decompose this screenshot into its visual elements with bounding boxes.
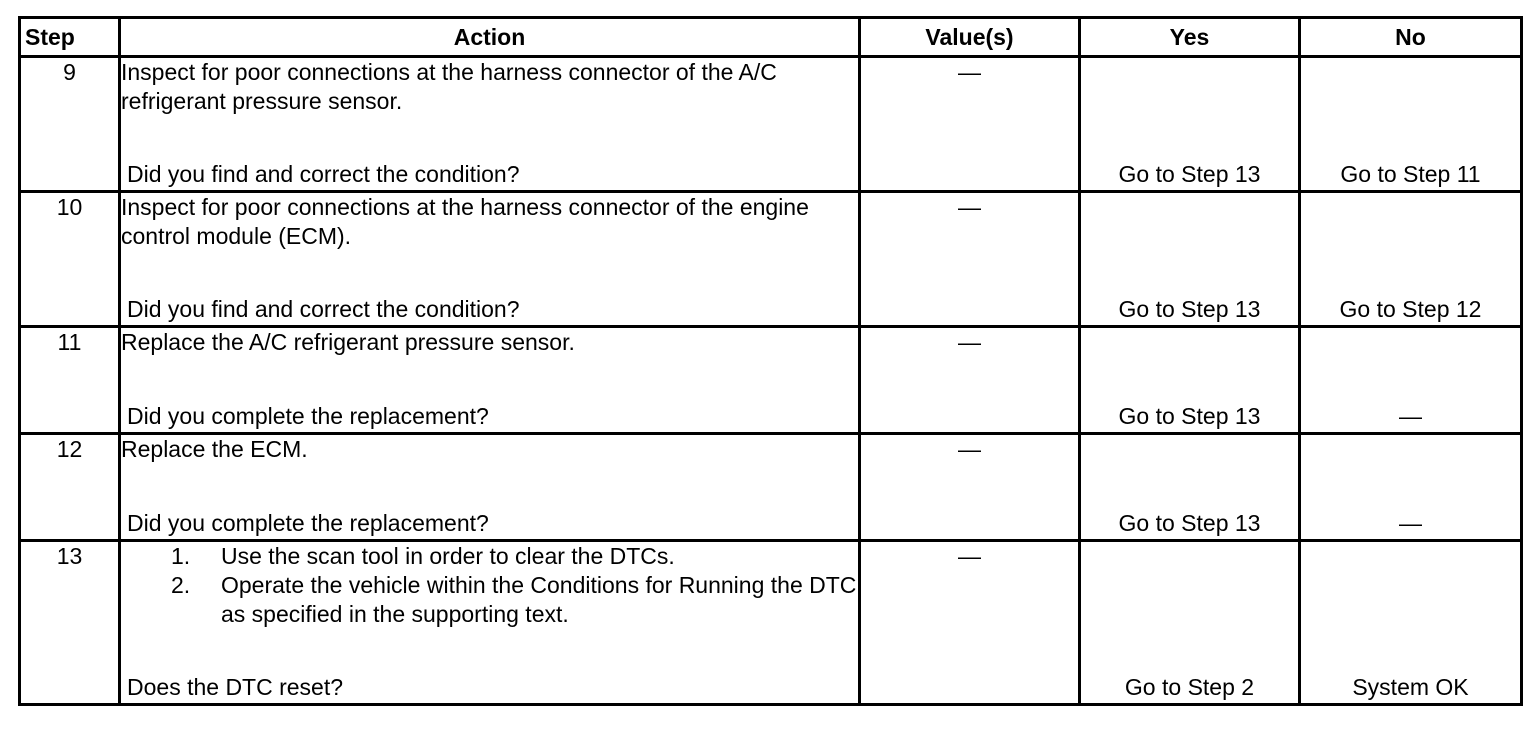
yes-result: Go to Step 13 <box>1118 403 1261 429</box>
action-question: Did you complete the replacement? <box>127 403 489 429</box>
action-cell <box>120 192 860 327</box>
action-text: Inspect for poor connections at the harness connector of the engine control module (ECM). <box>121 194 809 249</box>
header-no: No <box>1300 18 1522 57</box>
table-row <box>20 434 1522 541</box>
no-cell <box>1300 57 1522 192</box>
yes-cell <box>1080 434 1300 541</box>
step-number: 10 <box>20 192 120 327</box>
value-cell: — <box>860 327 1080 434</box>
action-text: Replace the ECM. <box>121 436 308 462</box>
list-item-number: 2. <box>171 572 191 598</box>
yes-cell <box>1080 327 1300 434</box>
no-result: — <box>1399 510 1422 536</box>
header-yes: Yes <box>1080 18 1300 57</box>
no-cell <box>1300 327 1522 434</box>
header-step: Step <box>20 18 120 57</box>
table-row <box>20 192 1522 327</box>
table-row <box>20 57 1522 192</box>
action-step-list <box>121 542 858 629</box>
list-item-text: Operate the vehicle within the Conditions for Running the DTC as specified in the supporting text. <box>221 572 857 627</box>
yes-cell <box>1080 541 1300 705</box>
action-question: Does the DTC reset? <box>127 674 344 700</box>
table-row <box>20 541 1522 705</box>
header-values: Value(s) <box>860 18 1080 57</box>
value-cell: — <box>860 192 1080 327</box>
no-cell <box>1300 192 1522 327</box>
yes-result: Go to Step 2 <box>1124 674 1255 700</box>
value-cell: — <box>860 57 1080 192</box>
yes-result: Go to Step 13 <box>1118 296 1261 322</box>
diagnostic-table <box>18 16 1523 706</box>
step-number: 13 <box>20 541 120 705</box>
yes-result: Go to Step 13 <box>1118 161 1261 187</box>
action-question: Did you find and correct the condition? <box>127 296 520 322</box>
no-result: Go to Step 12 <box>1339 296 1482 322</box>
action-question: Did you complete the replacement? <box>127 510 489 536</box>
action-cell <box>120 434 860 541</box>
yes-result: Go to Step 13 <box>1118 510 1261 536</box>
action-cell <box>120 327 860 434</box>
value-cell: — <box>860 541 1080 705</box>
list-item-text: Use the scan tool in order to clear the DTCs. <box>221 543 675 569</box>
action-cell <box>120 57 860 192</box>
header-action: Action <box>120 18 860 57</box>
list-item-number: 1. <box>171 543 191 569</box>
list-item <box>171 542 858 571</box>
yes-cell <box>1080 192 1300 327</box>
table-row <box>20 327 1522 434</box>
action-question: Did you find and correct the condition? <box>127 161 520 187</box>
step-number: 9 <box>20 57 120 192</box>
step-number: 11 <box>20 327 120 434</box>
action-text: Replace the A/C refrigerant pressure sensor. <box>121 329 575 355</box>
no-result: Go to Step 11 <box>1340 161 1481 187</box>
yes-cell <box>1080 57 1300 192</box>
no-cell <box>1300 434 1522 541</box>
header-row <box>20 18 1522 57</box>
no-result: — <box>1399 403 1422 429</box>
step-number: 12 <box>20 434 120 541</box>
action-text: Inspect for poor connections at the harness connector of the A/C refrigerant pressure sensor. <box>121 59 777 114</box>
no-result: System OK <box>1352 674 1469 700</box>
list-item <box>171 571 858 629</box>
action-cell <box>120 541 860 705</box>
no-cell <box>1300 541 1522 705</box>
value-cell: — <box>860 434 1080 541</box>
